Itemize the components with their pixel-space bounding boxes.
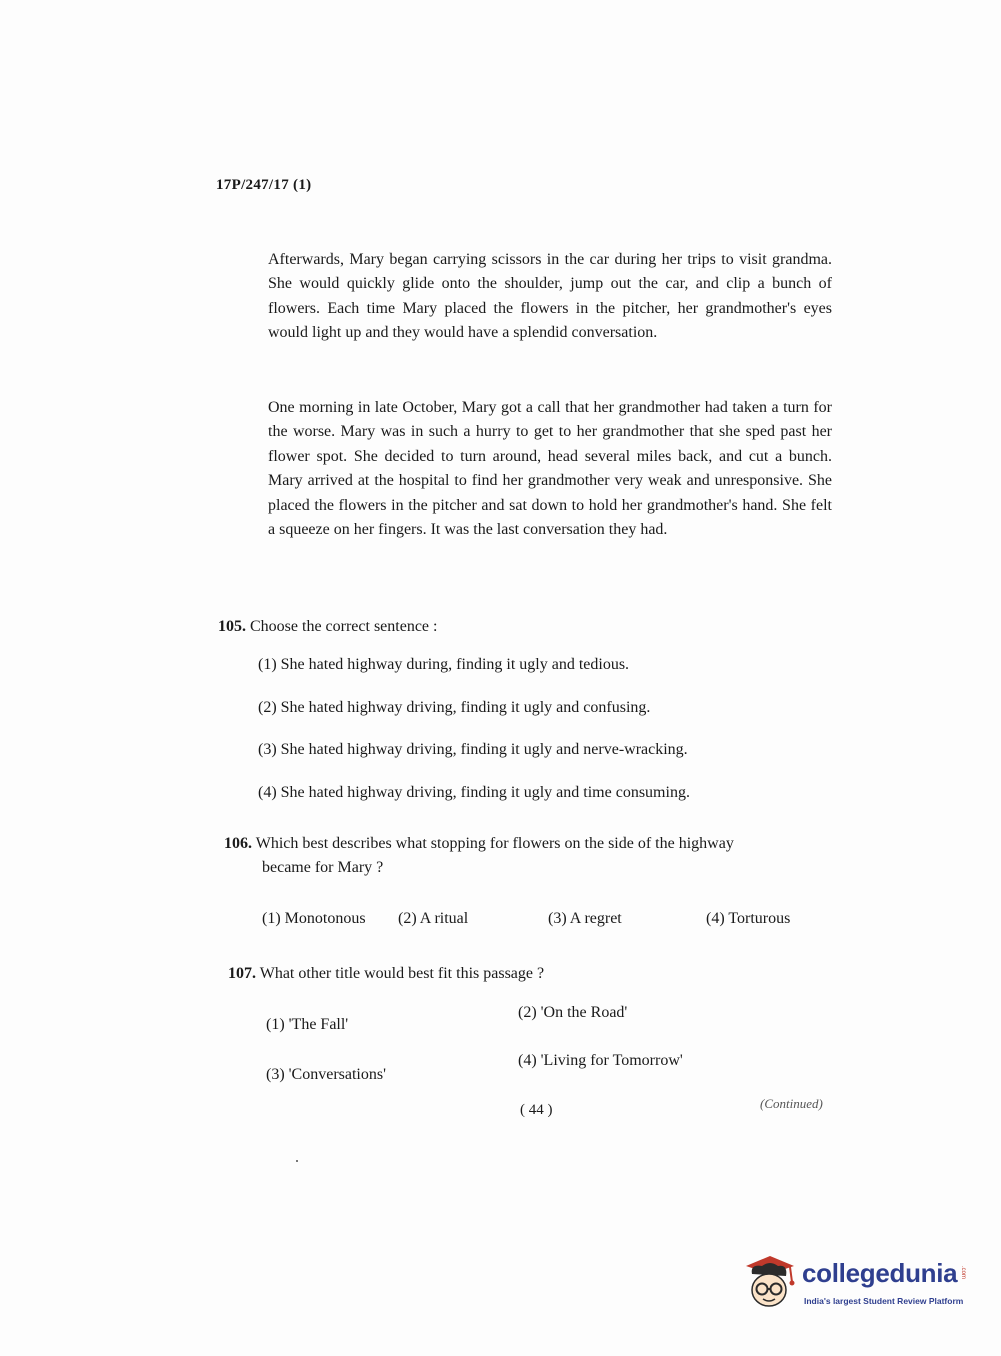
continued-label: (Continued) [760, 1096, 823, 1111]
logo-suffix: .com [960, 1266, 966, 1280]
q107-option-3: (3) 'Conversations' [266, 1066, 386, 1083]
q106-option-4: (4) Torturous [706, 910, 791, 927]
collegedunia-logo [742, 1252, 972, 1316]
question-105 [218, 615, 437, 639]
question-text: What other title would best fit this passage ? [259, 965, 545, 982]
q105-option-2: (2) She hated highway driving, finding it ugly and confusing. [258, 699, 651, 716]
passage-paragraph-2: One morning in late October, Mary got a call that her grandmother had taken a turn for the worse. Mary was in such a hurry to get to her grandmother that she sped past her flower spot. She decided to turn around, head several miles back, and cut a bunch. Mary arrived at the hospital to find her grandmother very weak and unresponsive. She placed the flowers in the pitcher and sat down to hold her grandmother's hand. She felt a squeeze on her fingers. It was the last conversation they had. [268, 399, 832, 539]
mascot-icon [742, 1252, 798, 1316]
question-number: 105. [218, 618, 246, 635]
question-text-line-2: became for Mary ? [262, 859, 384, 876]
q107-option-2: (2) 'On the Road' [518, 1004, 628, 1021]
q107-option-1: (1) 'The Fall' [266, 1016, 349, 1033]
page-number: ( 44 ) [520, 1102, 553, 1118]
logo-wordmark: collegedunia [802, 1258, 958, 1288]
q105-option-4: (4) She hated highway driving, finding it ugly and time consuming. [258, 784, 690, 801]
question-106 [224, 832, 834, 880]
scan-speck [296, 1160, 298, 1162]
passage-paragraph-1: Afterwards, Mary began carrying scissors in the car during her trips to visit grandma. She would quickly glide onto the shoulder, jump out the car, and clip a bunch of flowers. Each time Mary placed the flowers in the pitcher, her grandmother's eyes would light up and they would have a splendid conversation. [268, 251, 832, 342]
q106-option-3: (3) A regret [548, 910, 622, 927]
question-number: 107. [228, 965, 256, 982]
question-text-line-1: Which best describes what stopping for flowers on the side of the highway [255, 835, 734, 852]
question-number: 106. [224, 835, 252, 852]
q106-option-1: (1) Monotonous [262, 910, 366, 927]
question-text: Choose the correct sentence : [250, 618, 438, 635]
q105-option-3: (3) She hated highway driving, finding it ugly and nerve-wracking. [258, 741, 688, 758]
q105-option-1: (1) She hated highway during, finding it ugly and tedious. [258, 656, 630, 673]
question-107 [228, 962, 544, 986]
paper-code: 17P/247/17 (1) [216, 177, 312, 193]
q106-option-2: (2) A ritual [398, 910, 469, 927]
q107-option-4: (4) 'Living for Tomorrow' [518, 1052, 683, 1069]
logo-tagline: India's largest Student Review Platform [804, 1296, 964, 1306]
